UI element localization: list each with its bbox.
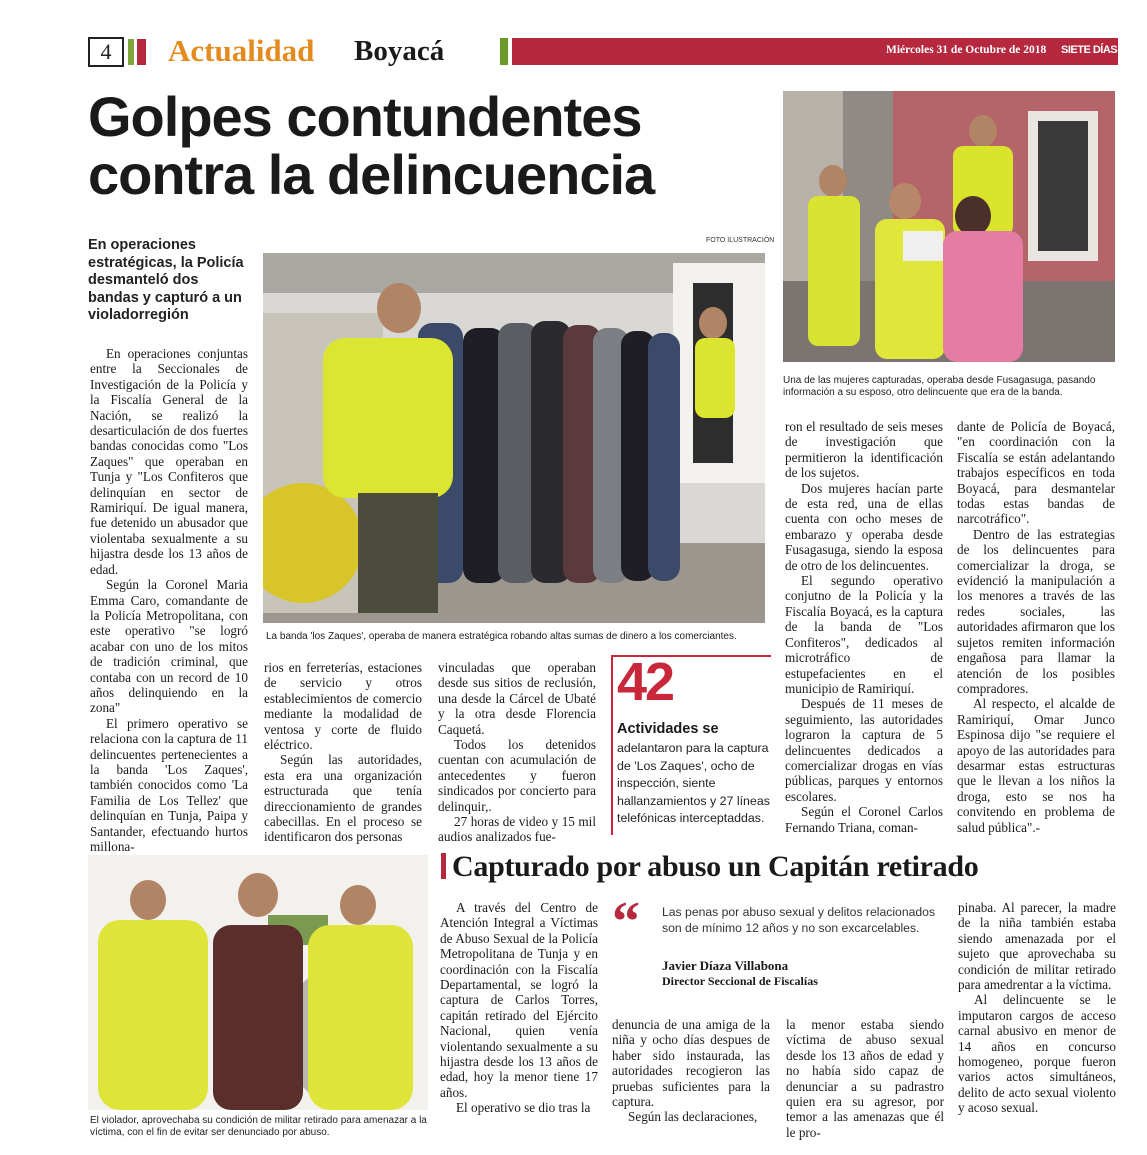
stat-title: Actividades se (617, 721, 719, 737)
paragraph: la menor estaba siendo víctima de abuso sexual desde los 13 años de edad y no había sido capaz de denunciar a su padrastro quien era su agresor, por temor a las amenazas que él le pro- (786, 1017, 944, 1140)
main-article-col-5 (785, 419, 943, 835)
main-article-col-1 (90, 346, 248, 854)
paragraph: Todos los detenidos cuentan con acumulación de antecedentes y fueron sindicados por concierto para delinquir,. (438, 737, 596, 814)
top-right-photo (783, 91, 1115, 362)
main-photo (263, 253, 765, 623)
headline-line-2: contra la delincuencia (88, 143, 655, 206)
paragraph: Según las autoridades, esta era una organización estructurada que tenía direccionamiento de grandes cabecillas. En el proceso se identificaron dos personas (264, 752, 422, 845)
paragraph: Después de 11 meses de seguimiento, las autoridades lograron la captura de 5 delincuentes dedicados a comercializar drogas en vías públicas, parques y entornos escolares. (785, 696, 943, 804)
page-number: 4 (88, 37, 124, 67)
main-article-col-6 (957, 419, 1115, 835)
second-headline-mark (441, 853, 446, 879)
paragraph: El segundo operativo conjutno de la Policía y la Fiscalía Boyacá, es la captura de la banda de "Los Confiteros", dedicados al microtráfico de estupefacientes en el municipio de Ramiriquí. (785, 573, 943, 696)
header-date: Miércoles 31 de Octubre de 2018 (886, 44, 1047, 56)
article-deck: En operaciones estratégicas, la Policía desmanteló dos bandas y capturó a un violadorregión (88, 237, 244, 323)
stat-box (611, 652, 771, 835)
paragraph: A través del Centro de Atención Integral a Víctimas de Abuso Sexual de la Policía Metropolitana de Tunja y en coordinación con la Fiscalía Departamental, se logró la captura de Carlos Torres, capitán retirado del Ejército Nacional, quien venía violentando sexualmente a su hijastra desde los 13 años de edad, hoy la menor tiene 17 años. (440, 900, 598, 1100)
stat-number: 42 (617, 652, 674, 712)
second-headline: Capturado por abuso un Capitán retirado (452, 850, 979, 883)
second-article-col-4 (958, 900, 1116, 1116)
paragraph: rios en ferreterías, estaciones de servicio y otros establecimientos de comercio mediante la modalidad de ventosa y corte de fluido eléctrico. (264, 660, 422, 753)
top-right-photo-caption: Una de las mujeres capturadas, operaba desde Fusagasuga, pasando información a su esposo, otro delincuente que era de la banda. (783, 375, 1096, 398)
quote-role: Director Seccional de Fiscalías (662, 974, 818, 988)
main-photo-caption: La banda 'los Zaques', operaba de manera estratégica robando altas sumas de dinero a los comerciantes. (266, 631, 737, 642)
region-name: Boyacá (354, 35, 445, 67)
main-article-col-3 (438, 660, 596, 845)
second-article-col-2 (612, 1017, 770, 1125)
photo-credit: FOTO ILUSTRACIÓN (706, 237, 775, 244)
main-photo-art (263, 253, 765, 623)
paragraph: 27 horas de video y 15 mil audios analizados fue- (438, 814, 596, 845)
headline-line-1: Golpes contundentes (88, 85, 642, 148)
paragraph: vinculadas que operaban desde sus sitios de reclusión, una desde la Cárcel de Ubaté y la otra desde Florencia Caquetá. (438, 660, 596, 737)
quote-mark-icon: “ (612, 891, 640, 953)
paragraph: pinaba. Al parecer, la madre de la niña también estaba siendo amenazada por el sujeto que aprovechaba su condición de militar retirado para amedrentar a la víctima. (958, 900, 1116, 993)
second-article-col-3 (786, 1017, 944, 1140)
paragraph: El operativo se dio tras la (456, 1100, 591, 1116)
section-name: Actualidad (168, 33, 315, 68)
main-article-col-2 (264, 660, 422, 845)
paragraph: denuncia de una amiga de la niña y ocho días despues de haber sido instaurada, las autoridades recogieron las pruebas suficientes para la captura. (612, 1017, 770, 1110)
paragraph: Al respecto, el alcalde de Ramiriquí, Omar Junco Espinosa dijo "se requiere el apoyo de las autoridades para desarmar estas estructuras que le llevan a los niños la droga, esto se nos ha convitendo en problema de salud pública".- (957, 696, 1115, 835)
paragraph: Dentro de las estrategias de los delincuentes para comercializar la droga, se evidenció la manipulación a los menores a través de las redes sociales, las autoridades afirmaron que los sujetos remiten información engañosa para llamar la atención de los posibles compradores. (957, 526, 1115, 696)
paragraph: Dos mujeres hacían parte de esta red, una de ellas cuenta con ocho meses de embarazo y operaba desde Fusagasuga, siendo la esposa de otro de los delincuentes. (785, 480, 943, 573)
main-headline (88, 85, 778, 206)
paragraph: Al delincuente se le imputaron cargos de acceso carnal abusivo en menor de 14 años en concurso homogeneo, porque fueron varios actos simultáneos, delito de acto sexual violento y acoso sexual. (958, 992, 1116, 1116)
quote-author: Javier Díaza Villabona (662, 958, 789, 973)
quote-text: Las penas por abuso sexual y delitos relacionados son de mínimo 12 años y no son excarcelables. (662, 905, 936, 935)
paragraph: Según las declaraciones, (628, 1109, 758, 1125)
brand-logo: SIETE DÍAS (1061, 44, 1118, 56)
pull-quote (612, 891, 942, 994)
paragraph: En operaciones conjuntas entre la Seccionales de Investigación de la Policía y la Fiscalía General de la Nación, se realizó la desarticulación de dos fuertes bandas conocidas como "Los Zaques" que operaban en Tunja y "Los Confiteros que delinquían en sector de Ramiriquí. De igual manera, fue detenido un abusador que violentaba sexualmente a su hijastra desde los 13 años de edad. (90, 346, 248, 577)
second-article-photo (88, 855, 428, 1110)
second-article-col-1 (440, 900, 598, 1116)
page-header (88, 33, 1118, 68)
paragraph: dante de Policía de Boyacá, "en coordinación con la Fiscalía se están adelantando trabajos específicos en toda Boyacá, para desmantelar todas estas bandas de narcotráfico". (957, 419, 1115, 527)
header-red-bar (137, 39, 146, 65)
header-green-bar (128, 39, 134, 65)
top-right-photo-art (783, 91, 1115, 362)
paragraph: ron el resultado de seis meses de investigación que permitieron la identificación de los sujetos. (785, 419, 943, 481)
stat-text: adelantaron para la captura de 'Los Zaques', ocho de inspección, siente hallanzamientos y 27 líneas telefónicas interceptaddas. (617, 741, 770, 825)
paragraph: Según el Coronel Carlos Fernando Triana, coman- (785, 804, 943, 835)
paragraph: El primero operativo se relaciona con la captura de 11 delincuentes pertenecientes a la banda 'Los Zaques', también conocidos como 'La Familia de Los Tellez' que delinquían en Tunja, Paipa y Santander, efectuando hurtos millona- (90, 715, 248, 854)
second-photo-art (88, 855, 428, 1110)
paragraph: Según la Coronel Maria Emma Caro, comandante de la Policía Metropolitana, con este operativo "se logró acabar con uno de los mitos de tradición criminal, que contaba con un record de 10 años delinquiendo en la zona" (90, 577, 248, 716)
second-photo-caption: El violador, aprovechaba su condición de militar retirado para amenazar a la víctima, con el fin de evitar ser denunciado por abuso. (90, 1115, 427, 1138)
